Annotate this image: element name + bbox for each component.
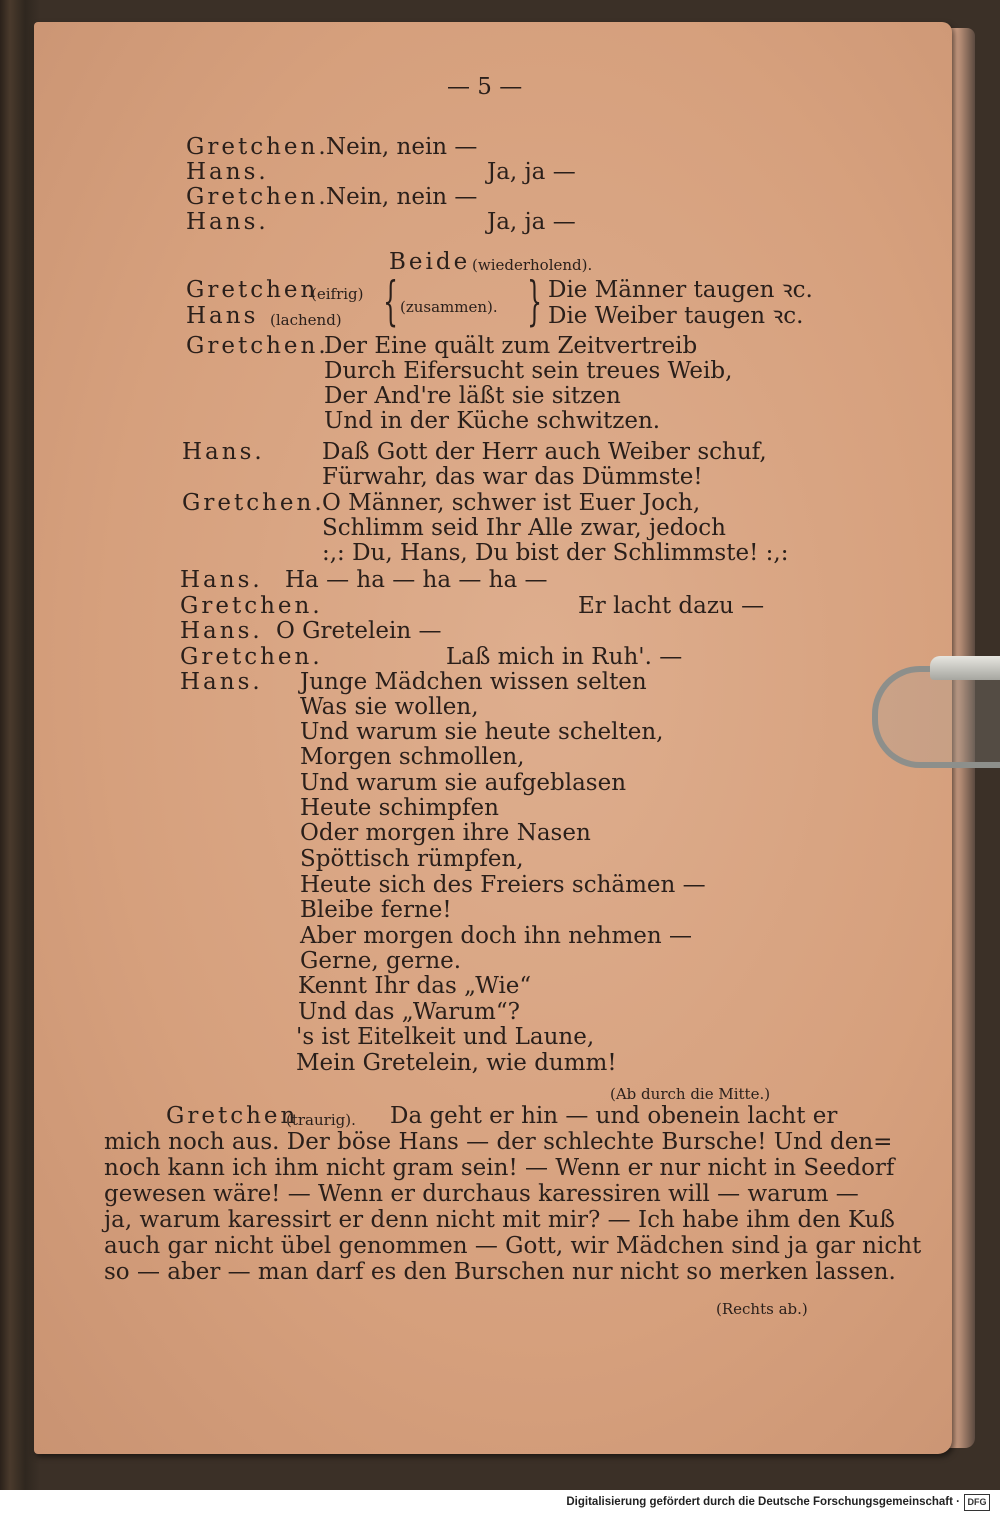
footer-credit: Digitalisierung gefördert durch die Deutsche Forschungsgemeinschaft · <box>566 1496 960 1508</box>
speaker: Gretchen. <box>180 593 323 619</box>
speaker: Hans. <box>186 159 269 185</box>
song-line: Oder morgen ihre Nasen <box>300 820 591 846</box>
dialogue-line: Ha — ha — ha — ha — <box>285 567 548 593</box>
song-line: Spöttisch rümpfen, <box>300 846 524 872</box>
speaker: Gretchen. <box>182 490 325 516</box>
song-line: Morgen schmollen, <box>300 744 525 770</box>
dialogue-line: Nein, nein — <box>326 184 478 210</box>
stage-direction: (wiederholend). <box>472 256 593 274</box>
verse-line: Daß Gott der Herr auch Weiber schuf, <box>322 439 767 465</box>
speaker: Hans. <box>180 567 263 593</box>
speaker: Gretchen <box>186 277 319 303</box>
prose-line: auch gar nicht übel genommen — Gott, wir Mädchen sind ja gar nicht <box>104 1233 922 1259</box>
dialogue-line: Die Männer taugen ꝛc. <box>548 277 813 303</box>
verse-line: Der Eine quält zum Zeitvertreib <box>324 333 698 359</box>
song-line: Kennt Ihr das „Wie“ <box>298 973 532 999</box>
song-line: Aber morgen doch ihn nehmen — <box>300 923 693 949</box>
song-line: Was sie wollen, <box>300 694 479 720</box>
stage-direction: (traurig). <box>286 1111 356 1129</box>
brace-right: } <box>527 272 542 332</box>
song-line: Heute sich des Freiers schämen — <box>300 872 706 898</box>
prose-line: ja, warum karessirt er denn nicht mit mir? — Ich habe ihm den Kuß <box>104 1207 895 1233</box>
dialogue-line: Er lacht dazu — <box>578 593 765 619</box>
dialogue-line: Nein, nein — <box>326 134 478 160</box>
dfg-logo-icon: DFG <box>964 1494 990 1511</box>
speaker: Hans. <box>180 618 263 644</box>
dialogue-line: O Gretelein — <box>276 618 442 644</box>
song-line: Und das „Warum“? <box>298 999 520 1025</box>
song-line: Und warum sie heute schelten, <box>300 719 664 745</box>
verse-line: :,: Du, Hans, Du bist der Schlimmste! :,: <box>322 540 789 566</box>
stage-direction: (eifrig) <box>311 285 364 303</box>
verse-line: Fürwahr, das war das Dümmste! <box>322 464 703 490</box>
dialogue-line: Ja, ja — <box>487 209 576 235</box>
speaker: Gretchen. <box>180 644 323 670</box>
speaker: Hans. <box>182 439 265 465</box>
speaker: Gretchen <box>166 1103 299 1129</box>
prose-line: Da geht er hin — und obenein lacht er <box>390 1103 838 1129</box>
speaker: Hans. <box>180 669 263 695</box>
song-line: Heute schimpfen <box>300 795 499 821</box>
verse-line: O Männer, schwer ist Euer Joch, <box>322 490 701 516</box>
prose-line: so — aber — man darf es den Burschen nur nicht so merken lassen. <box>104 1259 896 1285</box>
song-line: Mein Gretelein, wie dumm! <box>296 1050 617 1076</box>
song-line: Bleibe ferne! <box>300 897 452 923</box>
brace-left: { <box>383 272 398 332</box>
prose-line: gewesen wäre! — Wenn er durchaus karessiren will — warum — <box>104 1181 859 1207</box>
speaker: Gretchen. <box>186 184 329 210</box>
page-number: — 5 — <box>447 74 523 100</box>
verse-line: Und in der Küche schwitzen. <box>324 408 661 434</box>
verse-line: Schlimm seid Ihr Alle zwar, jedoch <box>322 515 726 541</box>
dialogue-line: Laß mich in Ruh'. — <box>446 644 683 670</box>
song-line: Junge Mädchen wissen selten <box>300 669 647 695</box>
speaker: Gretchen. <box>186 333 329 359</box>
song-line: 's ist Eitelkeit und Laune, <box>296 1024 595 1050</box>
prose-line: noch kann ich ihm nicht gram sein! — Wenn er nur nicht in Seedorf <box>104 1155 895 1181</box>
dialogue-line: Ja, ja — <box>487 159 576 185</box>
stage-direction: (zusammen). <box>400 298 498 316</box>
song-line: Gerne, gerne. <box>300 948 462 974</box>
stage-direction: (Rechts ab.) <box>716 1300 808 1318</box>
verse-line: Durch Eifersucht sein treues Weib, <box>324 358 733 384</box>
prose-line: mich noch aus. Der böse Hans — der schlechte Bursche! Und den= <box>104 1129 893 1155</box>
speaker: Gretchen. <box>186 134 329 160</box>
paper-clip-top <box>930 656 1000 680</box>
speaker: Hans. <box>186 209 269 235</box>
song-line: Und warum sie aufgeblasen <box>300 770 627 796</box>
verse-line: Der And're läßt sie sitzen <box>324 383 621 409</box>
speaker-beide: Beide <box>389 249 471 275</box>
stage-direction: (lachend) <box>270 311 342 329</box>
paper-clip <box>872 666 1000 768</box>
stage-direction: (Ab durch die Mitte.) <box>610 1085 771 1103</box>
speaker: Hans <box>186 303 259 329</box>
dialogue-line: Die Weiber taugen ꝛc. <box>548 303 804 329</box>
